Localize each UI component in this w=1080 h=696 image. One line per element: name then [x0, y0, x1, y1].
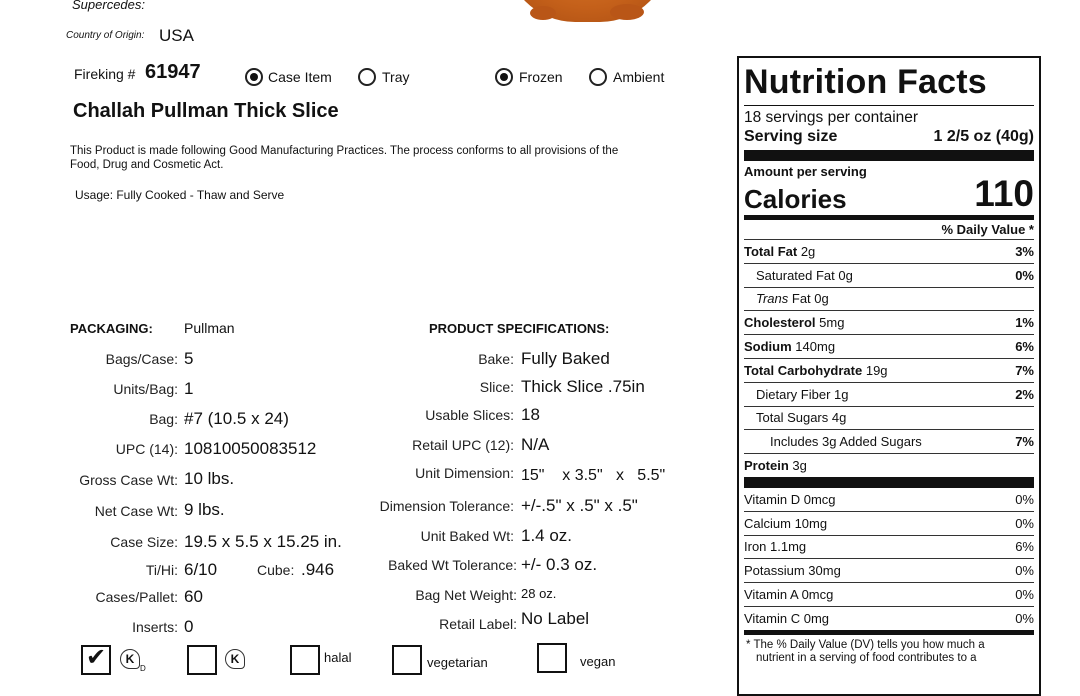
serving-size-label: Serving size	[744, 128, 838, 145]
units-per-bag-label: Units/Bag:	[113, 381, 178, 397]
product-photo-detail	[530, 6, 556, 20]
nutrient-name: Dietary Fiber	[756, 386, 831, 402]
bags-per-case-value: 5	[184, 349, 194, 368]
nutrient-percent: 1%	[1015, 315, 1034, 331]
retail-upc-label: Retail UPC (12):	[412, 437, 514, 453]
vitamin-name: Vitamin A 0mcg	[744, 587, 834, 603]
bake-value: Fully Baked	[521, 349, 610, 368]
vitamin-percent: 0%	[1015, 610, 1034, 626]
upc14-label: UPC (14):	[115, 441, 178, 457]
vitamin-name: Vitamin D 0mcg	[744, 491, 836, 507]
vegan-label: vegan	[580, 654, 616, 669]
vitamin-name: Potassium 30mg	[744, 563, 841, 579]
unit-dimension-label: Unit Dimension:	[415, 465, 514, 481]
serving-size-value: 1 2/5 oz (40g)	[933, 128, 1034, 145]
halal-label: halal	[324, 650, 352, 665]
kosher-dairy-sub: D	[140, 664, 146, 673]
kosher-symbol: K	[230, 652, 240, 666]
bags-per-case-label: Bags/Case:	[105, 351, 178, 367]
nutrient-row-dietary-fiber	[744, 382, 1034, 406]
nutrient-row-cholesterol	[744, 310, 1034, 334]
specs-heading: PRODUCT SPECIFICATIONS:	[429, 321, 610, 336]
nutrient-amount: 4g	[831, 410, 847, 426]
nutrient-amount: 1g	[834, 386, 849, 402]
kosher-dairy-checkbox[interactable]	[81, 645, 111, 675]
case-size-value: 19.5 x 5.5 x 15.25 in.	[184, 532, 342, 551]
kosher-pareve-checkbox[interactable]	[187, 645, 217, 675]
vegetarian-checkbox[interactable]	[392, 645, 422, 675]
retail-label-label: Retail Label:	[439, 616, 517, 632]
nutrient-row-protein	[744, 453, 1034, 477]
bag-net-weight-label: Bag Net Weight:	[415, 587, 517, 603]
nutrient-name: Total Fat	[744, 243, 798, 259]
net-case-wt-label: Net Case Wt:	[94, 503, 178, 519]
calories-value: 110	[974, 173, 1034, 214]
nf-divider	[744, 105, 1034, 106]
vitamin-row-d	[744, 488, 1034, 511]
nutrient-row-sodium	[744, 334, 1034, 358]
vitamin-percent: 0%	[1015, 587, 1034, 603]
inserts-label: Inserts:	[132, 619, 178, 635]
kosher-symbol: K	[125, 652, 135, 666]
nutrient-name: Sodium	[744, 339, 792, 355]
ambient-radio[interactable]	[589, 68, 607, 86]
dimension-tolerance-label: Dimension Tolerance:	[379, 498, 514, 514]
nf-thick-divider	[744, 477, 1034, 488]
nutrient-name: Protein	[744, 458, 789, 474]
footnote-line: * The % Daily Value (DV) tells you how much a	[746, 638, 985, 651]
frozen-radio[interactable]	[495, 68, 513, 86]
nutrition-facts-title: Nutrition Facts	[744, 63, 987, 101]
product-photo-detail	[610, 4, 644, 20]
vitamin-row-potassium	[744, 558, 1034, 582]
slice-label: Slice:	[479, 379, 514, 395]
nf-thick-divider	[744, 150, 1034, 161]
nutrient-percent: 7%	[1015, 434, 1034, 450]
nutrient-row-total-sugars	[744, 406, 1034, 430]
bag-label: Bag:	[149, 411, 178, 427]
halal-checkbox[interactable]	[290, 645, 320, 675]
slice-value: Thick Slice .75in	[521, 377, 645, 396]
nutrient-percent: 0%	[1015, 267, 1034, 283]
nutrient-amount: 19g	[865, 362, 888, 378]
vitamin-row-a	[744, 582, 1034, 606]
unit-baked-wt-label: Unit Baked Wt:	[420, 528, 514, 544]
nutrient-name: Total Carbohydrate	[744, 362, 863, 378]
ti-hi-label: Ti/Hi:	[145, 562, 178, 578]
net-case-wt-value: 9 lbs.	[184, 500, 225, 519]
ambient-label: Ambient	[613, 69, 665, 85]
product-title: Challah Pullman Thick Slice	[73, 100, 339, 122]
inserts-value: 0	[184, 617, 194, 636]
tray-radio[interactable]	[358, 68, 376, 86]
calories-row	[744, 173, 1034, 214]
case-item-label: Case Item	[268, 69, 332, 85]
nutrient-percent: 7%	[1015, 362, 1034, 378]
dimension-tolerance-value: +/-.5" x .5" x .5"	[521, 496, 638, 515]
unit-dimension-value: 15" x 3.5" x 5.5"	[521, 467, 666, 484]
packaging-heading: PACKAGING:	[70, 321, 153, 336]
servings-per-container: 18 servings per container	[744, 109, 919, 126]
packaging-type: Pullman	[184, 320, 235, 336]
nutrient-amount: Fat 0g	[791, 291, 829, 307]
bake-label: Bake:	[478, 351, 514, 367]
nutrient-row-total-carbohydrate	[744, 358, 1034, 382]
vitamin-percent: 0%	[1015, 563, 1034, 579]
vitamin-name: Calcium 10mg	[744, 515, 828, 531]
fireking-label: Fireking #	[74, 66, 136, 82]
nutrient-name: Trans	[756, 291, 789, 307]
nutrition-facts-panel	[737, 56, 1041, 696]
case-size-label: Case Size:	[110, 534, 178, 550]
vitamin-percent: 0%	[1015, 491, 1034, 507]
supercedes-label: Supercedes:	[72, 0, 145, 12]
nutrient-amount: 0g	[838, 267, 853, 283]
vitamin-name: Iron 1.1mg	[744, 539, 807, 555]
cases-per-pallet-label: Cases/Pallet:	[95, 589, 178, 605]
vegan-checkbox[interactable]	[537, 643, 567, 673]
daily-value-header: % Daily Value *	[941, 222, 1034, 237]
nutrient-row-saturated-fat	[744, 263, 1034, 287]
fireking-number: 61947	[145, 61, 201, 83]
vitamin-row-c	[744, 606, 1034, 630]
nutrient-percent: 3%	[1015, 243, 1034, 259]
gmp-statement-cont: Food, Drug and Cosmetic Act.	[70, 159, 224, 171]
baked-wt-tolerance-value: +/- 0.3 oz.	[521, 555, 598, 574]
baked-wt-tolerance-label: Baked Wt Tolerance:	[388, 557, 517, 573]
nutrient-name: Includes 3g Added Sugars	[770, 434, 922, 450]
nf-medium-divider	[744, 630, 1034, 635]
nutrient-percent: 6%	[1015, 339, 1034, 355]
vegetarian-label: vegetarian	[427, 655, 488, 670]
vitamin-row-iron	[744, 535, 1034, 559]
units-per-bag-value: 1	[184, 379, 194, 398]
country-label: Country of Origin:	[66, 30, 145, 41]
frozen-label: Frozen	[519, 69, 563, 85]
usage-text: Usage: Fully Cooked - Thaw and Serve	[75, 188, 285, 202]
vitamin-name: Vitamin C 0mg	[744, 610, 830, 626]
case-item-radio[interactable]	[245, 68, 263, 86]
nutrient-row-added-sugars	[744, 429, 1034, 453]
tray-label: Tray	[382, 69, 410, 85]
vitamin-percent: 6%	[1015, 539, 1034, 555]
nutrient-row-trans-fat	[744, 287, 1034, 311]
retail-label-value: No Label	[521, 609, 590, 628]
nutrient-name: Total Sugars	[756, 410, 829, 426]
nutrient-amount: 140mg	[795, 339, 836, 355]
usable-slices-label: Usable Slices:	[425, 407, 514, 423]
bag-value: #7 (10.5 x 24)	[184, 409, 289, 428]
country-value: USA	[159, 26, 194, 45]
nutrient-name: Saturated Fat	[756, 267, 835, 283]
unit-baked-wt-value: 1.4 oz.	[521, 526, 573, 545]
nutrient-name: Cholesterol	[744, 315, 816, 331]
nutrient-amount: 3g	[792, 458, 807, 474]
serving-size-row	[744, 127, 1034, 147]
nutrient-percent: 2%	[1015, 386, 1034, 402]
ti-hi-value: 6/10	[184, 560, 218, 579]
nutrient-row-total-fat	[744, 239, 1034, 263]
gmp-statement: This Product is made following Good Manufacturing Practices. The process conforms to all provisions of the	[70, 145, 619, 157]
cases-per-pallet-value: 60	[184, 587, 203, 606]
vitamin-percent: 0%	[1015, 515, 1034, 531]
upc14-value: 10810050083512	[184, 439, 317, 458]
retail-upc-value: N/A	[521, 435, 550, 454]
usable-slices-value: 18	[521, 405, 540, 424]
cube-label: Cube:	[257, 562, 295, 578]
gross-case-wt-value: 10 lbs.	[184, 469, 235, 488]
daily-value-footnote	[744, 639, 1034, 665]
calories-label: Calories	[744, 184, 847, 214]
check-mark-icon: ✔	[86, 644, 107, 671]
gross-case-wt-label: Gross Case Wt:	[79, 472, 178, 488]
kosher-pareve-icon	[225, 649, 245, 669]
bag-net-weight-value: 28 oz.	[521, 586, 557, 601]
kosher-dairy-icon	[120, 649, 140, 669]
nutrient-amount: 5mg	[819, 315, 845, 331]
amount-per-serving: Amount per serving	[744, 164, 867, 179]
footnote-line: nutrient in a serving of food contributes to a	[756, 651, 977, 664]
nutrient-amount: 2g	[800, 243, 816, 259]
vitamin-row-calcium	[744, 511, 1034, 535]
cube-value: .946	[301, 560, 335, 579]
